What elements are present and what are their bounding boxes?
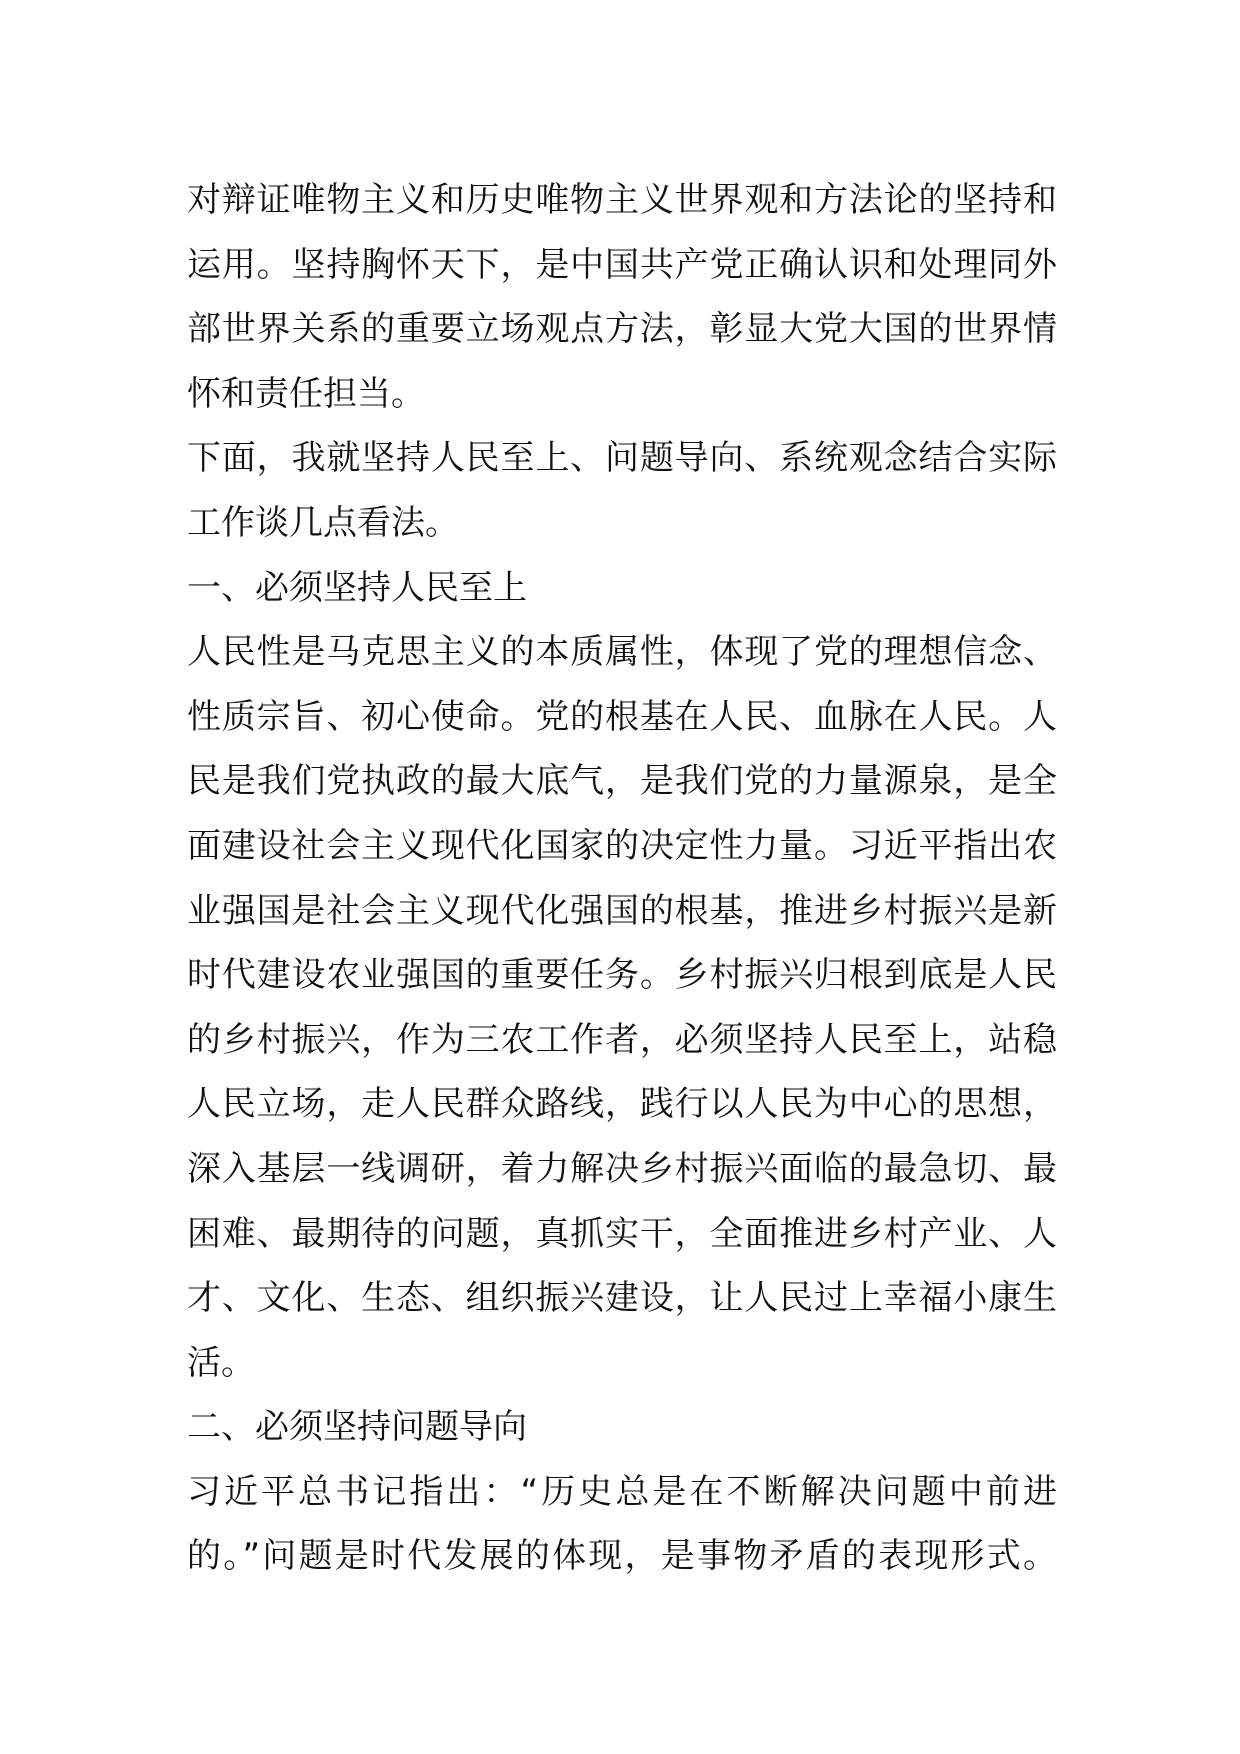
section-heading-1: 一、必须坚持人民至上 — [187, 567, 527, 608]
paragraph-line: 下面，我就坚持人民至上、问题导向、系统观念结合实际 — [187, 438, 1057, 479]
paragraph-line: 才、文化、生态、组织振兴建设，让人民过上幸福小康生 — [187, 1278, 1057, 1319]
paragraph-line: 业强国是社会主义现代化强国的根基，推进乡村振兴是新 — [187, 890, 1057, 931]
paragraph-line: 的。”问题是时代发展的体现，是事物矛盾的表现形式。 — [187, 1536, 1057, 1577]
section-heading-2: 二、必须坚持问题导向 — [187, 1407, 527, 1448]
paragraph-line: 的乡村振兴，作为三农工作者，必须坚持人民至上，站稳 — [187, 1019, 1057, 1060]
paragraph-line: 时代建设农业强国的重要任务。乡村振兴归根到底是人民 — [187, 955, 1057, 996]
paragraph-line: 面建设社会主义现代化国家的决定性力量。习近平指出农 — [187, 825, 1057, 866]
paragraph-line: 习近平总书记指出：“历史总是在不断解决问题中前进 — [187, 1471, 1057, 1512]
paragraph-line: 怀和责任担当。 — [187, 373, 425, 414]
paragraph-line: 对辩证唯物主义和历史唯物主义世界观和方法论的坚持和 — [187, 180, 1057, 220]
paragraph-line: 人民性是马克思主义的本质属性，体现了党的理想信念、 — [187, 632, 1057, 673]
paragraph-line: 性质宗旨、初心使命。党的根基在人民、血脉在人民。人 — [187, 696, 1057, 737]
paragraph-line: 运用。坚持胸怀天下，是中国共产党正确认识和处理同外 — [187, 244, 1057, 285]
paragraph-line: 困难、最期待的问题，真抓实干，全面推进乡村产业、人 — [187, 1213, 1057, 1254]
paragraph-line: 部世界关系的重要立场观点方法，彰显大党大国的世界情 — [187, 309, 1057, 350]
paragraph-line: 人民立场，走人民群众路线，践行以人民为中心的思想， — [187, 1084, 1057, 1125]
document-body — [187, 168, 1057, 1589]
paragraph-line: 民是我们党执政的最大底气，是我们党的力量源泉，是全 — [187, 761, 1057, 802]
paragraph-line: 工作谈几点看法。 — [187, 502, 459, 543]
paragraph-line: 活。 — [187, 1342, 255, 1383]
paragraph-line: 深入基层一线调研，着力解决乡村振兴面临的最急切、最 — [187, 1148, 1057, 1189]
